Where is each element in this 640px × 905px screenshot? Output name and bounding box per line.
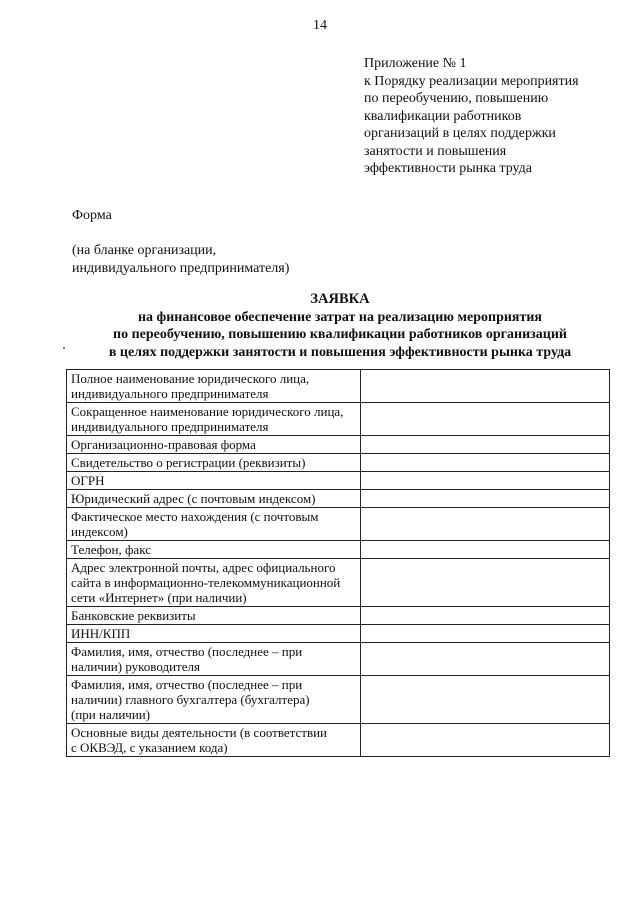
table-row bbox=[67, 472, 610, 490]
document-subtitle-line: на финансовое обеспечение затрат на реализацию мероприятия bbox=[137, 309, 543, 325]
appendix-line: эффективности рынка труда bbox=[364, 161, 532, 176]
table-row bbox=[67, 643, 610, 676]
row-label: Фамилия, имя, отчество (последнее – при наличии) руководителя bbox=[67, 643, 361, 676]
appendix-line: квалификации работников bbox=[364, 108, 522, 124]
row-value-field[interactable] bbox=[361, 403, 610, 436]
row-value-field[interactable] bbox=[361, 472, 610, 490]
row-value-field[interactable] bbox=[361, 559, 610, 607]
row-label: Банковские реквизиты bbox=[67, 607, 361, 625]
table-row bbox=[67, 607, 610, 625]
row-label: ИНН/КПП bbox=[67, 625, 361, 643]
row-label: Полное наименование юридического лица, индивидуального предпринимателя bbox=[67, 370, 361, 403]
blank-note bbox=[72, 242, 289, 277]
row-label: Фактическое место нахождения (с почтовым индексом) bbox=[67, 508, 361, 541]
row-value-field[interactable] bbox=[361, 454, 610, 472]
row-label: Телефон, факс bbox=[67, 541, 361, 559]
appendix-line: по переобучению, повышению bbox=[364, 91, 549, 106]
row-value-field[interactable] bbox=[361, 724, 610, 757]
document-subtitle-line: в целях поддержки занятости и повышения эффективности рынка труда bbox=[108, 344, 572, 360]
table-row bbox=[67, 559, 610, 607]
table-row bbox=[67, 436, 610, 454]
table-row bbox=[67, 370, 610, 403]
table-row bbox=[67, 724, 610, 757]
row-value-field[interactable] bbox=[361, 490, 610, 508]
row-value-field[interactable] bbox=[361, 625, 610, 643]
row-label: Адрес электронной почты, адрес официального сайта в информационно-телекоммуникационной сети «Интернет» (при наличии) bbox=[67, 559, 361, 607]
row-value-field[interactable] bbox=[361, 607, 610, 625]
row-label: ОГРН bbox=[67, 472, 361, 490]
application-table bbox=[66, 369, 610, 757]
row-value-field[interactable] bbox=[361, 436, 610, 454]
row-value-field[interactable] bbox=[361, 676, 610, 724]
row-label: Основные виды деятельности (в соответствии с ОКВЭД, с указанием кода) bbox=[67, 724, 361, 757]
document-title: ЗАЯВКА bbox=[310, 291, 370, 307]
row-label: Фамилия, имя, отчество (последнее – при наличии) главного бухгалтера (бухгалтера) (при наличии) bbox=[67, 676, 361, 724]
row-label: Юридический адрес (с почтовым индексом) bbox=[67, 490, 361, 508]
document-subtitle-line: по переобучению, повышению квалификации работников организаций bbox=[113, 327, 567, 342]
table-row bbox=[67, 676, 610, 724]
table-row bbox=[67, 454, 610, 472]
appendix-block bbox=[364, 55, 626, 178]
row-value-field[interactable] bbox=[361, 643, 610, 676]
row-label: Сокращенное наименование юридического лица, индивидуального предпринимателя bbox=[67, 403, 361, 436]
row-value-field[interactable] bbox=[361, 508, 610, 541]
scan-speck bbox=[63, 347, 65, 349]
row-value-field[interactable] bbox=[361, 541, 610, 559]
document-title-block bbox=[40, 291, 640, 361]
appendix-line: занятости и повышения bbox=[364, 143, 507, 159]
table-row bbox=[67, 508, 610, 541]
appendix-line: к Порядку реализации мероприятия bbox=[364, 73, 579, 89]
appendix-line: организаций в целях поддержки bbox=[364, 126, 556, 141]
table-row bbox=[67, 541, 610, 559]
appendix-line: Приложение № 1 bbox=[364, 56, 467, 71]
form-label: Форма bbox=[72, 208, 112, 223]
blank-note-line: (на бланке организации, bbox=[72, 243, 217, 258]
row-label: Организационно-правовая форма bbox=[67, 436, 361, 454]
table-row bbox=[67, 490, 610, 508]
table-row bbox=[67, 403, 610, 436]
row-label: Свидетельство о регистрации (реквизиты) bbox=[67, 454, 361, 472]
table-row bbox=[67, 625, 610, 643]
row-value-field[interactable] bbox=[361, 370, 610, 403]
page-number: 14 bbox=[313, 18, 327, 33]
blank-note-line: индивидуального предпринимателя) bbox=[72, 260, 290, 276]
